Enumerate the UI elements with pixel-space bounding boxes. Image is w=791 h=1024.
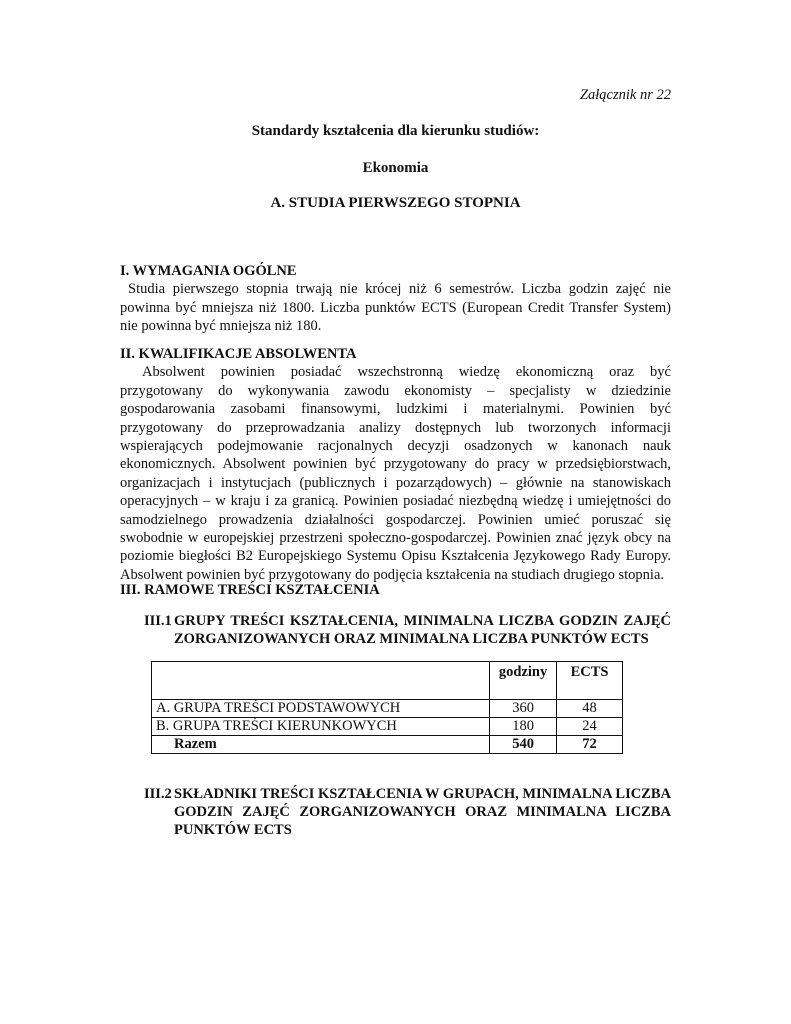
group-hours: 180 — [490, 718, 557, 736]
table-header-row — [152, 662, 623, 700]
subsection-title: SKŁADNIKI TREŚCI KSZTAŁCENIA W GRUPACH, MINIMALNA LICZBA GODZIN ZAJĘĆ ZORGANIZOWANYCH ORAZ MINIMALNA LICZBA PUNKTÓW ECTS — [174, 786, 671, 838]
study-level: A. STUDIA PIERWSZEGO STOPNIA — [270, 195, 521, 211]
column-header-ects: ECTS — [557, 662, 623, 700]
document-title: Standardy kształcenia dla kierunku studiów: — [251, 123, 540, 139]
attachment-number: Załącznik nr 22 — [579, 87, 671, 103]
column-header-hours: godziny — [490, 662, 557, 700]
section-heading: II. KWALIFIKACJE ABSOLWENTA — [120, 346, 357, 362]
subject-name: Ekonomia — [362, 160, 429, 176]
section-heading-content: III. RAMOWE TREŚCI KSZTAŁCENIA — [120, 582, 380, 598]
table-row — [152, 718, 623, 736]
total-ects: 72 — [557, 736, 623, 754]
subsection-title: GRUPY TREŚCI KSZTAŁCENIA, MINIMALNA LICZBA GODZIN ZAJĘĆ ZORGANIZOWANYCH ORAZ MINIMALNA LICZBA PUNKTÓW ECTS — [174, 613, 671, 647]
group-label: A. GRUPA TREŚCI PODSTAWOWYCH — [152, 700, 490, 718]
subsection-number: III.1 — [144, 613, 172, 629]
group-ects: 48 — [557, 700, 623, 718]
total-label: Razem — [152, 736, 490, 754]
section-graduate-qualifications — [120, 345, 671, 584]
content-groups-table — [151, 661, 623, 754]
section-general-requirements — [120, 262, 671, 336]
table-total-row — [152, 736, 623, 754]
subsection-3-2-heading — [144, 785, 671, 839]
group-label: B. GRUPA TREŚCI KIERUNKOWYCH — [152, 718, 490, 736]
table-header-empty — [152, 662, 490, 700]
subsection-3-1-heading — [144, 613, 671, 648]
total-hours: 540 — [490, 736, 557, 754]
table-row — [152, 700, 623, 718]
section-heading: I. WYMAGANIA OGÓLNE — [120, 263, 297, 279]
section-text: Studia pierwszego stopnia trwają nie krócej niż 6 semestrów. Liczba godzin zajęć nie powinna być mniejsza niż 1800. Liczba punktów ECTS (European Credit Transfer System) nie powinna być mniejsza niż 180. — [120, 281, 671, 335]
group-ects: 24 — [557, 718, 623, 736]
section-text: Absolwent powinien posiadać wszechstronną wiedzę ekonomiczną oraz być przygotowany do wykonywania zawodu ekonomisty – specjalisty w dziedzinie gospodarowania zasobami finansowymi, ludzkimi i materialnymi. Powinien być przygotowany do przeprowadzania analizy dostępnych lub tworzonych informacji wspierających podejmowanie racjonalnych decyzji osadzonych w kanonach nauk ekonomicznych. Absolwent powinien być przygotowany do pracy w przedsiębiorstwach, organizacjach i instytucjach (publicznych i pozarządowych) – głównie na stanowiskach operacyjnych – w kraju i za granicą. Powinien posiadać niezbędną wiedzę i umiejętności do samodzielnego prowadzenia działalności gospodarczej. Powinien umieć poruszać się swobodnie w europejskiej przestrzeni społeczno-gospodarczej. Powinien znać język obcy na poziomie biegłości B2 Europejskiego Systemu Opisu Kształcenia Językowego Rady Europy. Absolwent powinien być przygotowany do podjęcia kształcenia na studiach drugiego stopnia. — [120, 364, 671, 583]
group-hours: 360 — [490, 700, 557, 718]
subsection-number: III.2 — [144, 786, 172, 802]
